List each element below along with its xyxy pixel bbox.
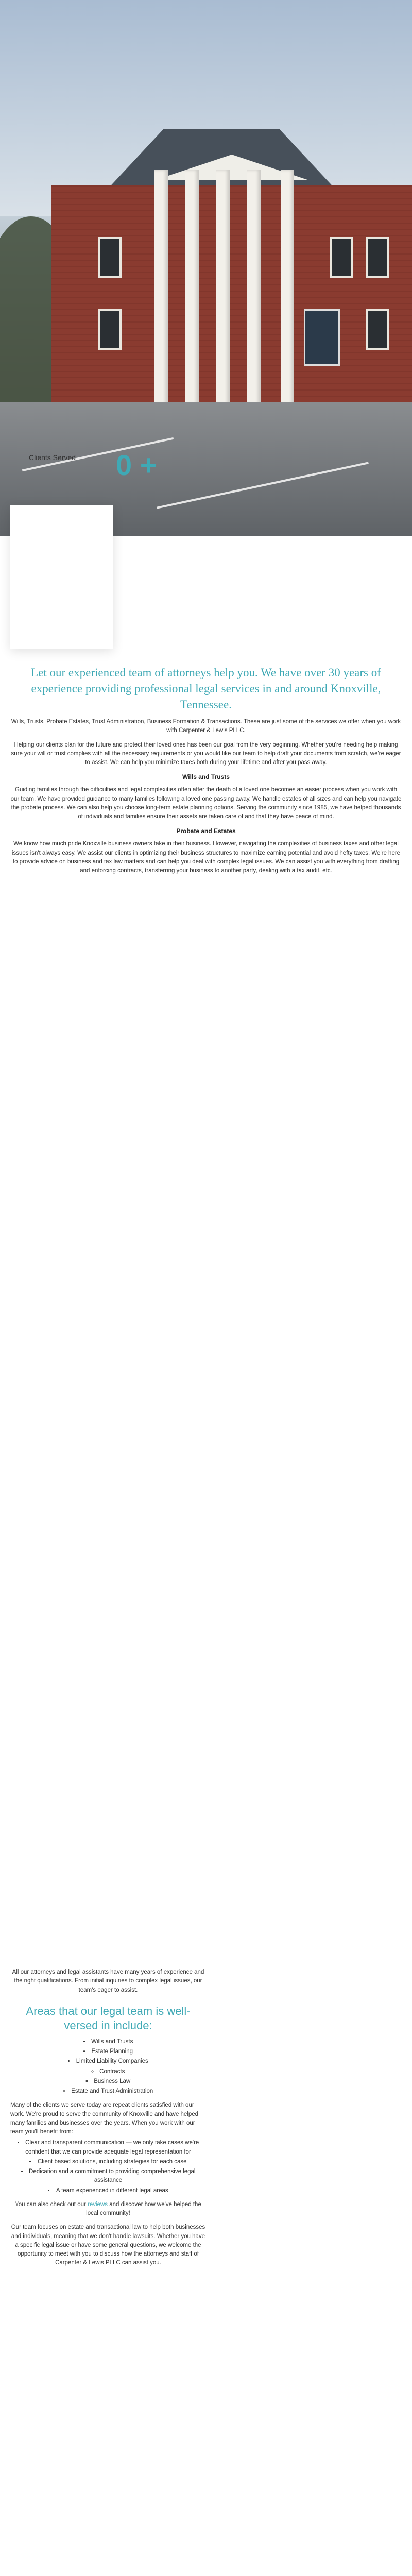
intro-section: [10, 665, 402, 875]
hero-building: [52, 185, 412, 402]
reviews-text: You can also check out our: [15, 2201, 86, 2208]
hero-window: [330, 237, 353, 278]
reviews-paragraph: [10, 2200, 206, 2218]
reviews-link[interactable]: reviews: [88, 2201, 108, 2208]
list-item: • Clear and transparent communication — we only take cases we're confident that we can provide adequate legal representation for: [10, 2139, 206, 2157]
hero-column: [185, 170, 199, 412]
clients-served-counter: 0 +: [116, 449, 157, 481]
reviews-text: and discover how we've helped the local community!: [86, 2201, 201, 2217]
hero-window: [98, 237, 122, 278]
main-paragraph: Many of the clients we serve today are repeat clients satisfied with our work. We're proud to serve the community of Knoxville and have helped many families and businesses over the years. When you work with our team you'll benefit from:: [10, 2102, 199, 2136]
intro-heading: Let our experienced team of attorneys help you. We have over 30 years of experience providing professional legal services in and around Knoxville, Tennessee.: [31, 666, 381, 711]
hero-column: [247, 170, 261, 412]
list-item: • Estate Planning: [10, 2047, 206, 2056]
list-item: • Limited Liability Companies: [10, 2057, 206, 2066]
hero-window: [98, 309, 122, 350]
areas-list: [10, 2038, 206, 2096]
clients-served-label: Clients Served: [29, 453, 76, 462]
list-item: • Client based solutions, including strategies for each case: [10, 2158, 206, 2166]
list-item: ◦ Business Law: [10, 2077, 206, 2086]
intro-paragraph: Helping our clients plan for the future and protect their loved ones has been our goal from the very beginning. Whether you're needing help making sure your will or trust complies with all the necessary requirements or you would like our team to help draft your documents from scratch, we're eager to assist. We can help you minimize taxes both during your lifetime and after you pass away.: [11, 741, 401, 766]
list-item: • Wills and Trusts: [10, 2038, 206, 2046]
list-item: • Dedication and a commitment to providing comprehensive legal assistance: [10, 2167, 206, 2185]
main-content: [10, 1968, 206, 2268]
hero-column: [281, 170, 294, 412]
intro-subheading: Probate and Estates: [176, 827, 236, 835]
main-paragraph: Our team focuses on estate and transactional law to help both businesses and individuals, meaning that we don't handle lawsuits. Whether you have a specific legal issue or have some general questions, we welcome the opportunity to meet with you to discuss how the attorneys and staff of Carpenter & Lewis PLLC can assist you.: [11, 2224, 205, 2266]
hero-window: [366, 237, 389, 278]
intro-paragraph: Guiding families through the difficulties and legal complexities often after the death of a loved one becomes an easier process when you work with our team. We have provided guidance to many families following a loved one passing away. We handle estates of all sizes and can help you navigate the probate process. We can also help you choose long-term estate planning options. Serving the community since 1985, we have helped thousands of individuals and families ensure their assets are taken care of and that they have peace of mind.: [10, 787, 402, 820]
list-item: • Estate and Trust Administration: [10, 2087, 206, 2096]
intro-paragraph: We know how much pride Knoxville business owners take in their business. However, navigating the complexities of business taxes and other legal issues isn't always easy. We assist our clients in optimizing their business structures to maximize earning potential and avoid hefty taxes. We're here to provide advice on business and tax law matters and can help you deal with complex legal issues. We can assist you with everything from drafting and enforcing contracts, transferring your business to another party, dealing with a tax audit, etc.: [11, 841, 401, 874]
hero-column: [154, 170, 168, 412]
list-item: ◦ Contracts: [10, 2067, 206, 2076]
hero-window: [366, 309, 389, 350]
intro-subheading: Wills and Trusts: [182, 773, 230, 781]
stat-card: [10, 505, 113, 649]
hero-sign: [304, 309, 340, 366]
hero-column: [216, 170, 230, 412]
benefits-list: [10, 2139, 206, 2195]
main-paragraph: All our attorneys and legal assistants have many years of experience and the right qualifications. From initial inquiries to complex legal issues, our team's eager to assist.: [12, 1969, 204, 1993]
areas-heading: Areas that our legal team is well-versed in include:: [26, 2004, 191, 2032]
list-item: • A team experienced in different legal areas: [10, 2187, 206, 2195]
intro-services-line: Wills, Trusts, Probate Estates, Trust Administration, Business Formation & Transactions. These are just some of the services we offer when you work with Carpenter & Lewis PLLC.: [11, 719, 401, 734]
